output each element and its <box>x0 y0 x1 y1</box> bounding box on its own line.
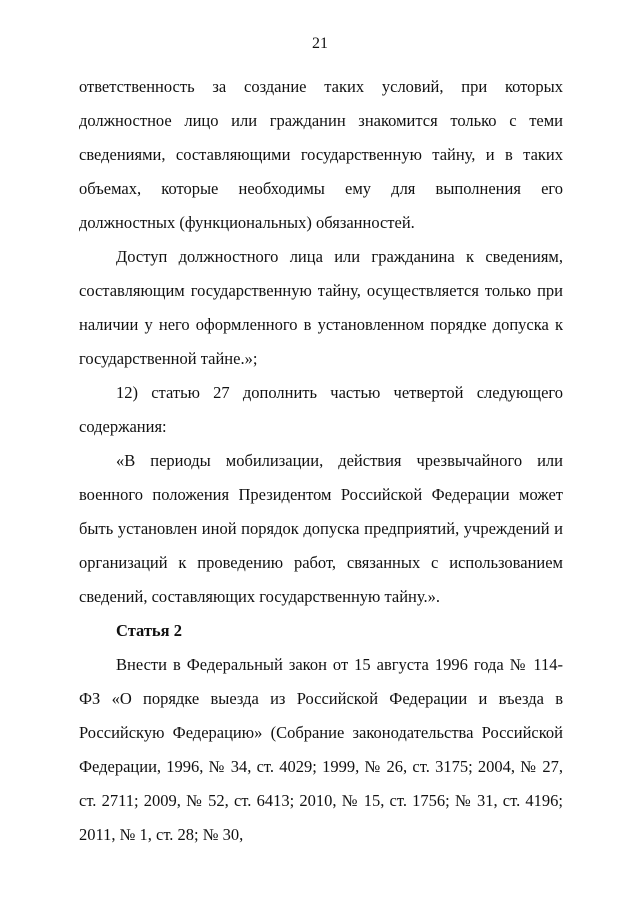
paragraph-quote: «В периоды мобилизации, действия чрезвычайного или военного положения Президентом Российской Федерации может быть установлен иной порядок допуска предприятий, учреждений и организаций к проведению работ, связанных с использованием сведений, составляющих государственную тайну.». <box>79 451 563 606</box>
paragraph-amendment: Внести в Федеральный закон от 15 августа 1996 года № 114-ФЗ «О порядке выезда из Российской Федерации и въезда в Российскую Федерацию» (Собрание законодательства Российской Федерации, 1996, № 34, ст. 4029; 1999, № 26, ст. 3175; 2004, № 27, ст. 2711; 2009, № 52, ст. 6413; 2010, № 15, ст. 1756; № 31, ст. 4196; 2011, № 1, ст. 28; № 30, <box>79 655 563 844</box>
paragraph-item-12: 12) статью 27 дополнить частью четвертой следующего содержания: <box>79 383 563 436</box>
paragraph-continuation: ответственность за создание таких условий, при которых должностное лицо или гражданин знакомится только с теми сведениями, составляющими государственную тайну, и в таких объемах, которые необходимы ему для выполнения его должностных (функциональных) обязанностей. <box>79 77 563 232</box>
article-heading: Статья 2 <box>116 621 182 640</box>
paragraph-access: Доступ должностного лица или гражданина к сведениям, составляющим государственную тайну, осуществляется только при наличии у него оформленного в установленном порядке допуска к государственной тайне.»; <box>79 247 563 368</box>
document-body <box>79 70 563 852</box>
page-number: 21 <box>312 35 328 52</box>
